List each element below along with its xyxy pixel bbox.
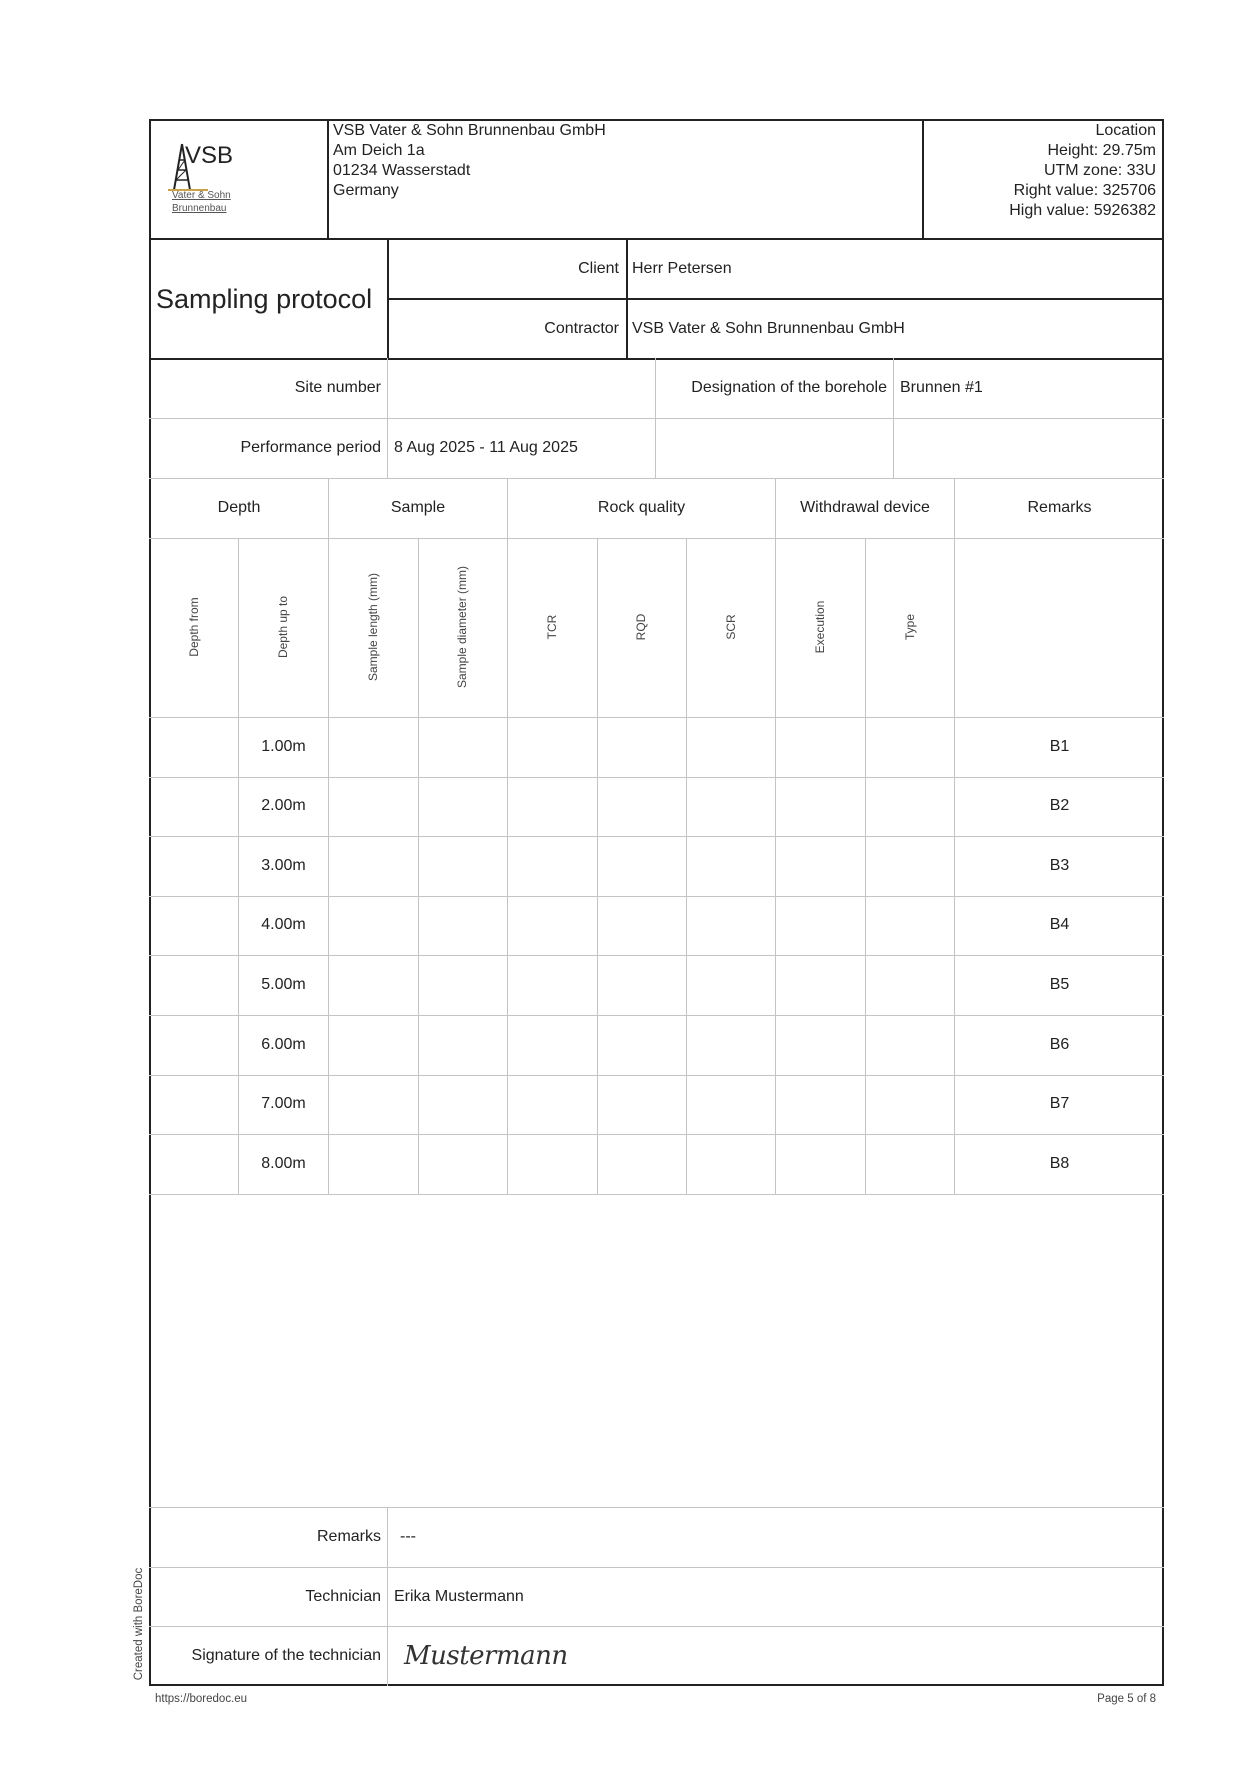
subheader-scr: SCR (724, 614, 738, 640)
site-divider-3 (893, 358, 894, 478)
row-6-depth-to: 6.00m (261, 1036, 306, 1053)
borehole-label: Designation of the borehole (691, 379, 887, 396)
row-1-remarks: B1 (1049, 738, 1070, 755)
logo-divider (327, 119, 329, 238)
logo-subtext-2: Brunnenbau (172, 203, 227, 214)
table-line (149, 777, 1164, 778)
subheader-tcr: TCR (545, 614, 559, 640)
table-line (149, 1075, 1164, 1076)
company-logo (168, 140, 278, 220)
subheader-sample-length: Sample length (mm) (366, 572, 380, 682)
technician-signature: Mustermann (404, 1641, 568, 1671)
location-high-value: High value: 5926382 (1009, 202, 1156, 219)
table-col-line (328, 478, 329, 1194)
client-label-divider (626, 238, 628, 358)
location-height: Height: 29.75m (1047, 142, 1156, 159)
table-col-line (418, 538, 419, 1194)
client-value: Herr Petersen (632, 260, 732, 277)
row-3-depth-to: 3.00m (261, 857, 306, 874)
header-divider (149, 238, 1164, 240)
row-5-remarks: B5 (1049, 976, 1070, 993)
table-col-line (865, 538, 866, 1194)
contractor-value: VSB Vater & Sohn Brunnenbau GmbH (632, 320, 905, 337)
site-number-label: Site number (294, 379, 381, 396)
signature-label: Signature of the technician (191, 1647, 381, 1664)
title-divider (387, 238, 389, 358)
table-col-line (597, 538, 598, 1194)
row-3-remarks: B3 (1049, 857, 1070, 874)
row-5-depth-to: 5.00m (261, 976, 306, 993)
table-line (149, 896, 1164, 897)
table-col-line (507, 478, 508, 1194)
page-title: Sampling protocol (156, 284, 373, 314)
header-sample: Sample (390, 499, 446, 516)
subheader-type: Type (903, 614, 917, 641)
performance-period-value: 8 Aug 2025 - 11 Aug 2025 (394, 439, 578, 456)
row-7-depth-to: 7.00m (261, 1095, 306, 1112)
header-depth: Depth (217, 499, 261, 516)
table-line (149, 1194, 1164, 1195)
row-2-remarks: B2 (1049, 797, 1070, 814)
technician-label: Technician (305, 1588, 381, 1605)
remarks-label: Remarks (316, 1528, 381, 1545)
row-4-depth-to: 4.00m (261, 916, 306, 933)
remarks-value: --- (400, 1528, 416, 1545)
location-heading: Location (1095, 122, 1156, 139)
location-utm-zone: UTM zone: 33U (1043, 162, 1156, 179)
company-street: Am Deich 1a (333, 142, 425, 159)
header-remarks: Remarks (1027, 499, 1092, 516)
footer-url[interactable]: https://boredoc.eu (155, 1693, 248, 1705)
borehole-value: Brunnen #1 (900, 379, 983, 396)
row-1-depth-to: 1.00m (261, 738, 306, 755)
row-6-remarks: B6 (1049, 1036, 1070, 1053)
client-label: Client (578, 260, 619, 277)
page-number: Page 5 of 8 (1097, 1693, 1156, 1705)
signature-top-line (149, 1626, 1164, 1627)
subheader-execution: Execution (813, 600, 827, 654)
technician-top-line (149, 1567, 1164, 1568)
site-row-line (149, 418, 1164, 419)
remarks-top-line (149, 1507, 1164, 1508)
row-2-depth-to: 2.00m (261, 797, 306, 814)
client-bottom-line (387, 298, 1164, 300)
title-bottom-line (149, 358, 1164, 360)
table-col-line (686, 538, 687, 1194)
table-col-line (775, 478, 776, 1194)
footer-fields-divider (387, 1507, 388, 1686)
subheader-depth-from: Depth from (187, 597, 201, 657)
row-8-depth-to: 8.00m (261, 1155, 306, 1172)
table-line (149, 1134, 1164, 1135)
logo-text: VSB (185, 142, 234, 169)
document-frame (149, 119, 1164, 1686)
subheader-rqd: RQD (634, 613, 648, 641)
table-line (149, 1015, 1164, 1016)
table-line (149, 538, 1164, 539)
location-right-value: Right value: 325706 (1013, 182, 1156, 199)
row-4-remarks: B4 (1049, 916, 1070, 933)
table-line (149, 836, 1164, 837)
period-row-line (149, 478, 1164, 479)
location-divider (922, 119, 924, 238)
created-with-note: Created with BoreDoc (133, 1567, 145, 1681)
logo-subtext-1: Vater & Sohn (172, 190, 231, 201)
technician-value: Erika Mustermann (394, 1588, 524, 1605)
site-divider-2 (655, 358, 656, 478)
table-line (149, 955, 1164, 956)
company-country: Germany (333, 182, 399, 199)
header-rock-quality: Rock quality (597, 499, 686, 516)
company-name: VSB Vater & Sohn Brunnenbau GmbH (333, 122, 606, 139)
table-col-line (954, 478, 955, 1194)
header-withdrawal-device: Withdrawal device (800, 499, 930, 516)
subheader-sample-diameter: Sample diameter (mm) (455, 565, 469, 689)
site-divider-1 (387, 358, 388, 478)
performance-period-label: Performance period (240, 439, 381, 456)
company-city: 01234 Wasserstadt (333, 162, 471, 179)
row-7-remarks: B7 (1049, 1095, 1070, 1112)
contractor-label: Contractor (544, 320, 619, 337)
subheader-depth-up-to: Depth up to (276, 595, 290, 659)
row-8-remarks: B8 (1049, 1155, 1070, 1172)
table-line (149, 717, 1164, 718)
